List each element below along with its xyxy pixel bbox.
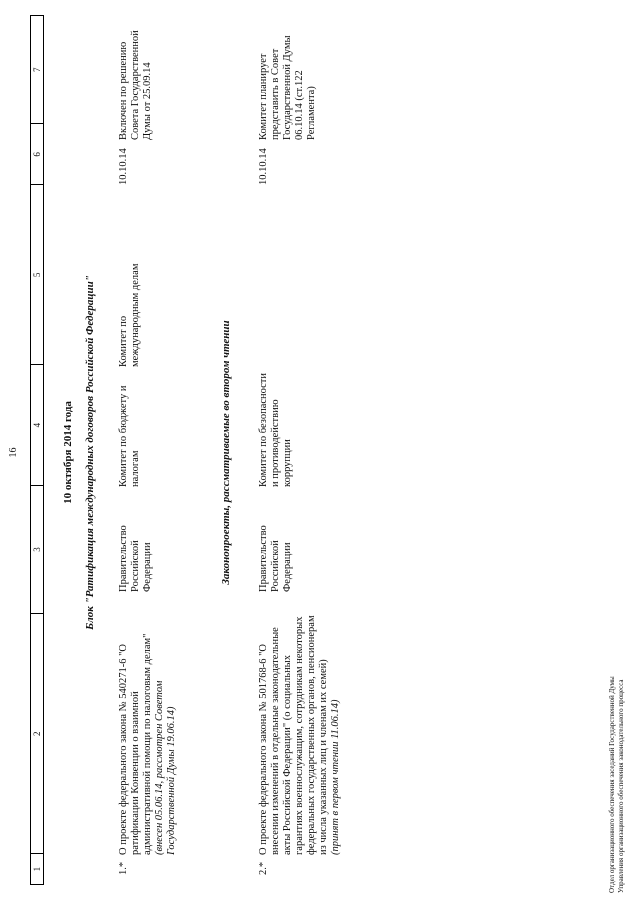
row-title-text: О проекте федерального закона № 501768-6 "О внесении изменений в отдельные законодательные акты Российской Федерации" (о социальных гарантиях военнослужащим, сотрудникам некоторых федеральных государственных органов, пенсионерам из числа указанных лиц и членам их семей) (258, 615, 329, 855)
row-status: Включен по решению Совета Государственной Думы от 25.09.14 (118, 30, 153, 140)
row-number: 2.* (258, 861, 269, 875)
row-initiator: Правительство Российской Федерации (258, 525, 293, 592)
column-header-row (30, 15, 44, 885)
block-heading: Блок "Ратификация международных договоров Российской Федерации" (84, 275, 96, 630)
column-header-7: 7 (32, 67, 42, 72)
row-title (258, 615, 342, 855)
footer (608, 676, 626, 893)
row-initiator: Правительство Российской Федерации (118, 525, 153, 592)
row-co-committee: Комитет по бюджету и налогам (118, 385, 141, 487)
row-note: (принят в первом чтении 11.06.14) (330, 699, 341, 855)
row-co-committee: Комитет по безопасности и противодействию коррупции (258, 372, 293, 487)
row-committee: Комитет по международным делам (118, 263, 141, 367)
page-number: 16 (8, 447, 19, 458)
footer-line-2: Управления организационного обеспечения законодательного процесса (617, 679, 625, 893)
row-note: (внесен 05.06.14, рассмотрен Советом Государственной Думы 19.06.14) (154, 680, 177, 855)
row-date: 10.10.14 (118, 148, 129, 185)
row-title-text: О проекте федерального закона № 540271-6 "О ратификации Конвенции о взаимной административной помощи по налоговым делам" (118, 633, 153, 855)
column-header-3: 3 (31, 485, 43, 613)
row-number: 1.* (118, 861, 129, 875)
column-header-4: 4 (31, 364, 43, 484)
column-header-1: 1 (31, 853, 43, 884)
row-title (118, 615, 178, 855)
section-heading: Законопроекты, рассматриваемые во втором чтении (220, 320, 232, 585)
column-header-2: 2 (31, 613, 43, 853)
row-status: Комитет планирует представить в Совет Государственной Думы 06.10.14 (ст.122 Регламента) (258, 35, 317, 140)
column-header-6: 6 (31, 124, 43, 185)
column-header-5: 5 (31, 184, 43, 364)
row-date: 10.10.14 (258, 148, 269, 185)
footer-line-1: Отдел организационного обеспечения заседаний Государственной Думы (608, 676, 616, 893)
date-heading: 10 октября 2014 года (62, 401, 74, 504)
